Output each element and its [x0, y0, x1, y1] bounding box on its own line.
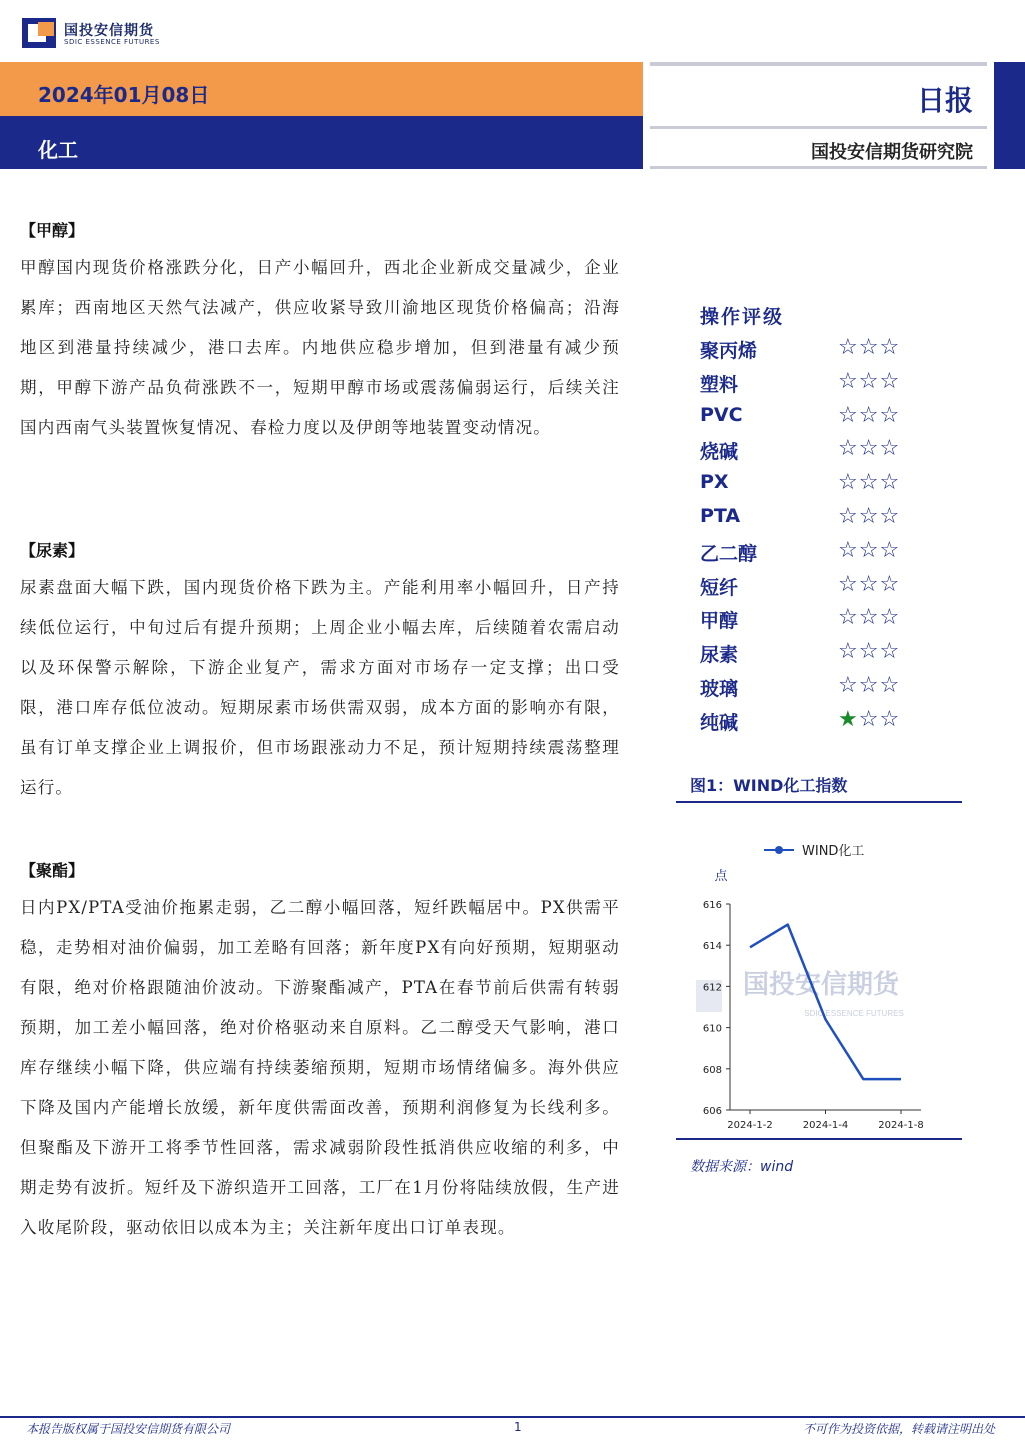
x-tick-label: 2024-1-2 — [727, 1120, 773, 1131]
rating-product-name: 短纤 — [700, 576, 739, 599]
institute-name: 国投安信期货研究院 — [811, 142, 973, 163]
rating-row — [700, 336, 920, 370]
rating-product-name: 塑料 — [700, 373, 739, 396]
rating-product-name: 尿素 — [700, 644, 739, 667]
section-title-polyester: 【聚酯】 — [20, 861, 85, 880]
figure-bottom-rule — [676, 1138, 962, 1140]
empty-star-icon: ☆☆☆ — [838, 335, 901, 360]
rating-product-name: PTA — [700, 505, 741, 527]
section-title-urea: 【尿素】 — [20, 541, 85, 560]
page-number: 1 — [514, 1420, 522, 1434]
sector-banner — [0, 116, 643, 169]
empty-star-icon: ☆☆☆ — [838, 470, 901, 496]
rating-row — [700, 505, 920, 539]
y-tick-label: 612 — [702, 982, 722, 994]
rating-product-name: 聚丙烯 — [700, 340, 758, 362]
section-text-urea: 尿素盘面大幅下跌，国内现货价格下跌为主。产能利用率小幅回升，日产持续低位运行，中旬过后有提升预期；上周企业小幅去库，后续随着农需启动以及环保警示解除，下游企业复产，需求方面对市场存一定支撑；出口受限，港口库存低位波动。短期尿素市场供需双弱，成本方面的影响亦有限，虽有订单支撑企业上调报价，但市场跟涨动力不足，预计短期持续震荡整理运行。 — [20, 578, 620, 797]
rating-product-name: 烧碱 — [700, 441, 739, 464]
x-tick-label: 2024-1-8 — [878, 1120, 924, 1131]
rating-stars-icon — [838, 370, 900, 394]
empty-star-icon: ☆☆☆ — [838, 436, 901, 462]
footer-rule — [0, 1416, 1025, 1418]
footer-copyright: 本报告版权属于国投安信期货有限公司 — [26, 1422, 231, 1436]
empty-star-icon: ☆☆☆ — [838, 639, 901, 665]
rating-product-name: 甲醇 — [700, 610, 739, 633]
section-text-polyester: 日内PX/PTA受油价拖累走弱，乙二醇小幅回落，短纤跌幅居中。PX供需平稳，走势相对油价偏弱，加工差略有回落；新年度PX有向好预期，短期驱动有限，绝对价格跟随油价波动。下游聚酯减产，PTA在春节前后供需有转弱预期，加工差小幅回落，绝对价格驱动来自原料。乙二醇受天气影响，港口库存继续小幅下降，供应端有持续萎缩预期，短期市场情绪偏多。海外供应下降及国内产能增长放缓，新年度供需面改善，预期利润修复为长线利多。但聚酯及下游开工将季节性回落，需求减弱阶段性抵消供应收缩的利多，中期走势有波折。短纤及下游织造开工回落，工厂在1月份将陆续放假，生产进入收尾阶段，驱动依旧以成本为主；关注新年度出口订单表现。 — [20, 898, 620, 1237]
empty-star-icon: ☆☆☆ — [838, 605, 901, 631]
rating-stars-icon — [838, 505, 900, 529]
logo-english-name: SDIC ESSENCE FUTURES — [64, 38, 160, 46]
rating-row — [700, 674, 920, 708]
footer-disclaimer: 不可作为投资依据，转载请注明出处 — [802, 1422, 995, 1436]
y-axis-label: 点 — [714, 869, 728, 884]
chart-watermark-english: SDIC ESSENCE FUTURES — [804, 1009, 904, 1018]
rating-stars-icon — [838, 404, 900, 428]
rating-product-name: PX — [700, 471, 729, 494]
report-type: 日报 — [916, 84, 973, 117]
rating-stars-icon — [838, 336, 900, 360]
section-text-methanol: 甲醇国内现货价格涨跌分化，日产小幅回升，西北企业新成交量减少，企业累库；西南地区天然气法减产，供应收紧导致川渝地区现货价格偏高；沿海地区到港量持续减少，港口去库。内地供应稳步增加，但到港量有减少预期，甲醇下游产品负荷涨跌不一，短期甲醇市场或震荡偏弱运行，后续关注国内西南气头装置恢复情况、春检力度以及伊朗等地装置变动情况。 — [20, 258, 620, 437]
header-divider — [650, 62, 987, 66]
company-logo-icon — [22, 18, 56, 48]
rating-row — [700, 573, 920, 607]
empty-star-icon: ☆☆☆ — [838, 673, 901, 698]
rating-row — [700, 370, 920, 404]
y-tick-label: 606 — [702, 1106, 722, 1117]
wind-chemical-index-chart — [676, 810, 966, 1140]
legend-marker — [775, 846, 783, 854]
report-date: 2024年01月08日 — [38, 83, 210, 107]
x-tick-label: 2024-1-4 — [802, 1120, 849, 1131]
section-title-methanol: 【甲醇】 — [20, 221, 85, 240]
empty-star-icon: ☆☆☆ — [838, 402, 901, 428]
rating-row — [700, 640, 920, 674]
y-tick-label: 608 — [702, 1064, 722, 1076]
rating-product-name: PVC — [700, 403, 743, 426]
rating-product-name: 乙二醇 — [700, 542, 758, 565]
rating-stars-icon — [838, 573, 900, 597]
legend-label: WIND化工 — [802, 844, 865, 859]
header-divider — [650, 166, 987, 169]
figure-source: 数据来源：wind — [690, 1159, 794, 1175]
empty-star-icon: ☆☆☆ — [838, 368, 901, 394]
rating-row — [700, 539, 920, 573]
rating-stars-icon — [838, 606, 900, 630]
figure-title: 图1：WIND化工指数 — [690, 776, 848, 795]
rating-row — [700, 606, 920, 640]
logo-name: 国投安信期货 — [64, 23, 154, 39]
y-tick-label: 610 — [702, 1023, 722, 1035]
rating-row — [700, 437, 920, 471]
rating-stars-icon — [838, 437, 900, 461]
figure-title-rule — [676, 801, 962, 803]
y-tick-label: 614 — [702, 941, 722, 953]
rating-row — [700, 708, 920, 742]
rating-title: 操作评级 — [700, 306, 785, 328]
rating-product-name: 玻璃 — [700, 678, 739, 700]
rating-stars-icon — [838, 539, 900, 563]
empty-star-icon: ☆☆☆ — [838, 504, 901, 529]
rating-stars-icon — [838, 674, 900, 698]
header-accent-block — [994, 62, 1025, 169]
rating-stars-icon — [838, 708, 900, 732]
rating-row — [700, 471, 920, 505]
empty-star-icon: ☆☆☆ — [838, 571, 901, 597]
rating-row — [700, 404, 920, 438]
empty-star-icon: ☆☆☆ — [838, 537, 901, 563]
filled-star-icon: ★ — [838, 706, 859, 732]
series-line-wind-chemical — [750, 925, 901, 1080]
header-divider — [650, 126, 987, 129]
report-sector: 化工 — [38, 138, 78, 162]
y-tick-label: 616 — [702, 900, 722, 911]
empty-star-icon: ☆☆ — [858, 706, 901, 732]
rating-stars-icon — [838, 471, 900, 495]
rating-product-name: 纯碱 — [700, 711, 739, 734]
chart-watermark: 国投安信期货 — [742, 969, 900, 999]
rating-stars-icon — [838, 640, 900, 664]
